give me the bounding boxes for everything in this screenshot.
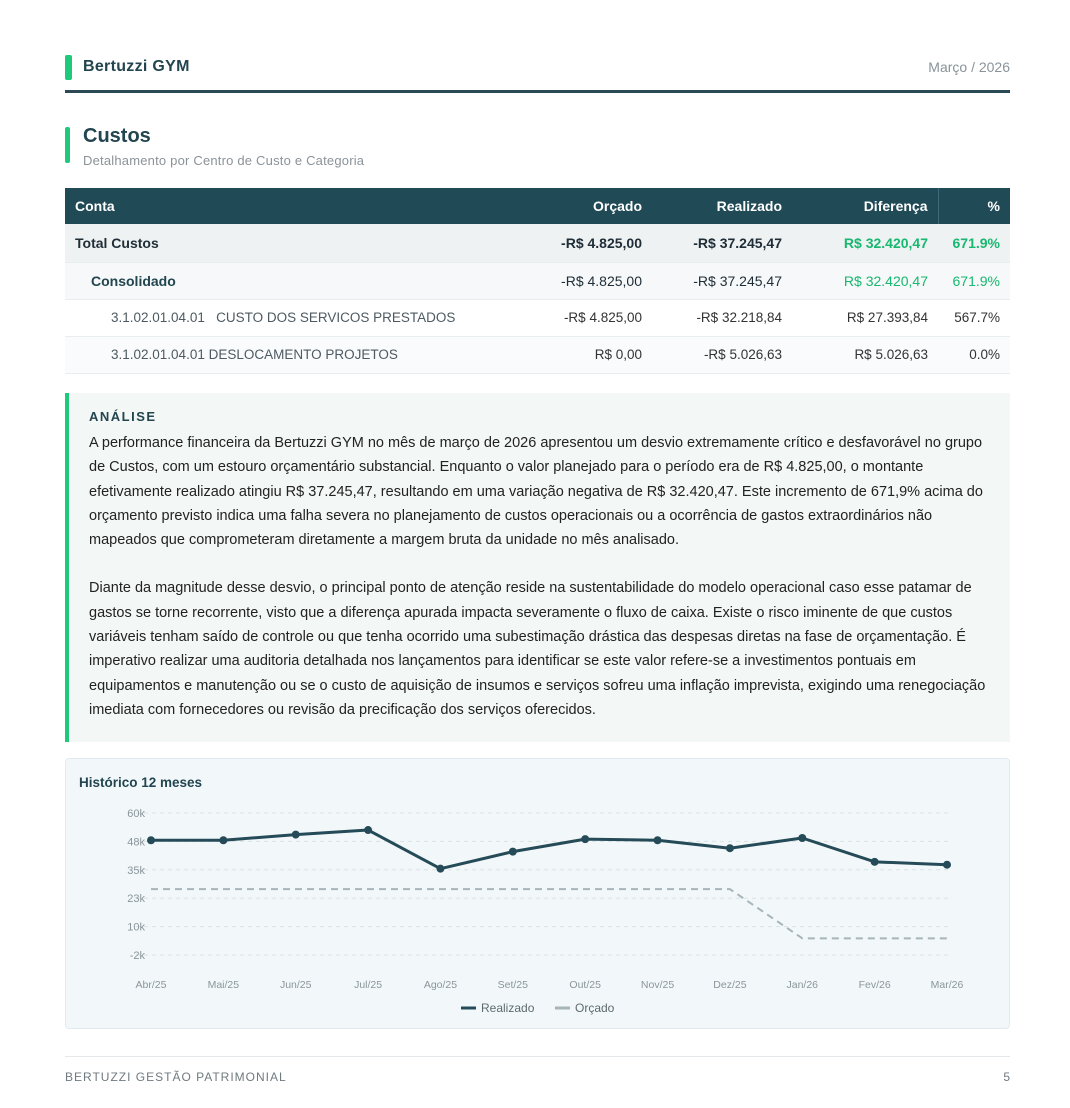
y-tick-label: 10k	[127, 921, 145, 934]
x-tick-label: Fev/26	[858, 979, 891, 991]
history-chart	[66, 759, 1011, 1030]
chart-title: Histórico 12 meses	[79, 775, 203, 790]
series-line-orado	[151, 889, 947, 938]
costs-table	[65, 188, 1010, 374]
x-tick-label: Set/25	[497, 979, 528, 991]
cell-realizado: -R$ 37.245,47	[652, 224, 792, 262]
x-tick-label: Ago/25	[423, 979, 458, 991]
data-point	[943, 861, 951, 869]
column-header-realizado: Realizado	[652, 188, 792, 224]
brand-accent-bar	[65, 55, 72, 80]
cell-realizado: -R$ 37.245,47	[652, 262, 792, 299]
section-subtitle: Detalhamento por Centro de Custo e Categoria	[83, 153, 365, 168]
data-point	[436, 865, 444, 873]
x-tick-label: Mai/25	[207, 979, 240, 991]
analysis-box	[65, 393, 1010, 742]
cell-percent: 567.7%	[938, 299, 1010, 336]
table-row-group	[65, 262, 1010, 299]
page-number: 5	[1003, 1070, 1010, 1084]
cell-diferenca: R$ 27.393,84	[792, 299, 938, 336]
cell-conta: Total Custos	[65, 224, 505, 262]
x-tick-label: Jan/26	[786, 979, 819, 991]
legend-label: Realizado	[481, 1001, 535, 1015]
cell-percent: 0.0%	[938, 336, 1010, 373]
table-header-row	[65, 188, 1010, 224]
y-tick-label: 60k	[127, 808, 145, 820]
cell-diferenca: R$ 32.420,47	[792, 262, 938, 299]
x-tick-label: Dez/25	[713, 979, 747, 991]
page-header	[65, 55, 1010, 93]
data-point	[581, 835, 589, 843]
data-point	[871, 858, 879, 866]
cell-orcado: -R$ 4.825,00	[505, 299, 652, 336]
column-header-conta: Conta	[65, 188, 505, 224]
cell-diferenca: R$ 5.026,63	[792, 336, 938, 373]
x-tick-label: Out/25	[569, 979, 601, 991]
x-tick-label: Nov/25	[640, 979, 675, 991]
page-footer	[65, 1056, 1010, 1086]
data-point	[726, 844, 734, 852]
cell-percent: 671.9%	[938, 262, 1010, 299]
column-header-diferenca: Diferença	[792, 188, 938, 224]
cell-diferenca: R$ 32.420,47	[792, 224, 938, 262]
series-line-realizado	[151, 830, 947, 869]
table-row	[65, 336, 1010, 373]
data-point	[219, 836, 227, 844]
y-tick-label: 35k	[127, 864, 145, 877]
data-point	[509, 848, 517, 856]
analysis-label: ANÁLISE	[89, 409, 157, 424]
data-point	[654, 836, 662, 844]
cell-realizado: -R$ 5.026,63	[652, 336, 792, 373]
data-point	[292, 831, 300, 839]
cell-conta: 3.1.02.01.04.01 DESLOCAMENTO PROJETOS	[65, 336, 505, 373]
analysis-paragraph: Diante da magnitude desse desvio, o principal ponto de atenção reside na sustentabilidade do modelo operacional caso esse patamar de gastos se torne recorrente, visto que a diferença apurada impacta severamente o fluxo de caixa. Existe o risco iminente de que custos variáveis tenham saído de controle ou que tenha ocorrido uma subestimação drástica das despesas diretas na fase de orçamentação. É imperativo realizar uma auditoria detalhada nos lançamentos para identificar se este valor refere-se a investimentos pontuais em equipamentos e manutenção ou se o custo de aquisição de insumos e serviços sofreu uma inflação imprevista, exigindo uma renegociação imediata com fornecedores ou revisão da precificação dos serviços oferecidos.	[89, 580, 986, 718]
footer-org: BERTUZZI GESTÃO PATRIMONIAL	[65, 1070, 287, 1084]
y-tick-label: 48k	[127, 836, 145, 849]
cell-orcado: R$ 0,00	[505, 336, 652, 373]
data-point	[364, 826, 372, 834]
cell-orcado: -R$ 4.825,00	[505, 262, 652, 299]
x-tick-label: Mar/26	[930, 979, 964, 991]
history-chart-card	[65, 758, 1010, 1029]
y-tick-label: -2k	[129, 950, 145, 962]
y-tick-label: 23k	[127, 893, 145, 906]
brand-name: Bertuzzi GYM	[83, 58, 190, 75]
cell-conta: 3.1.02.01.04.01 CUSTO DOS SERVICOS PRESTADOS	[65, 299, 505, 336]
cell-conta: Consolidado	[65, 262, 505, 299]
data-point	[147, 836, 155, 844]
x-tick-label: Jun/25	[279, 979, 312, 991]
column-header-percent: %	[938, 188, 1010, 224]
data-point	[798, 834, 806, 842]
section-title: Custos	[83, 125, 151, 147]
table-row-total	[65, 224, 1010, 262]
table-row	[65, 299, 1010, 336]
column-header-orcado: Orçado	[505, 188, 652, 224]
cell-orcado: -R$ 4.825,00	[505, 224, 652, 262]
report-period: Março / 2026	[928, 59, 1010, 75]
x-tick-label: Abr/25	[135, 979, 167, 991]
analysis-paragraph: A performance financeira da Bertuzzi GYM no mês de março de 2026 apresentou um desvio extremamente crítico e desfavorável no grupo de Custos, com um estouro orçamentário substancial. Enquanto o valor planejado para o período era de R$ 4.825,00, o montante efetivamente realizado atingiu R$ 37.245,47, resultando em uma variação negativa de R$ 32.420,47. Este incremento de 671,9% acima do orçamento previsto indica uma falha severa no planejamento de custos operacionais ou a ocorrência de gastos extraordinários não mapeados que comprometeram diretamente a margem bruta da unidade no mês analisado.	[89, 435, 983, 549]
cell-realizado: -R$ 32.218,84	[652, 299, 792, 336]
cell-percent: 671.9%	[938, 224, 1010, 262]
section-accent-bar	[65, 127, 70, 163]
legend-label: Orçado	[575, 1001, 615, 1015]
x-tick-label: Jul/25	[354, 979, 383, 991]
